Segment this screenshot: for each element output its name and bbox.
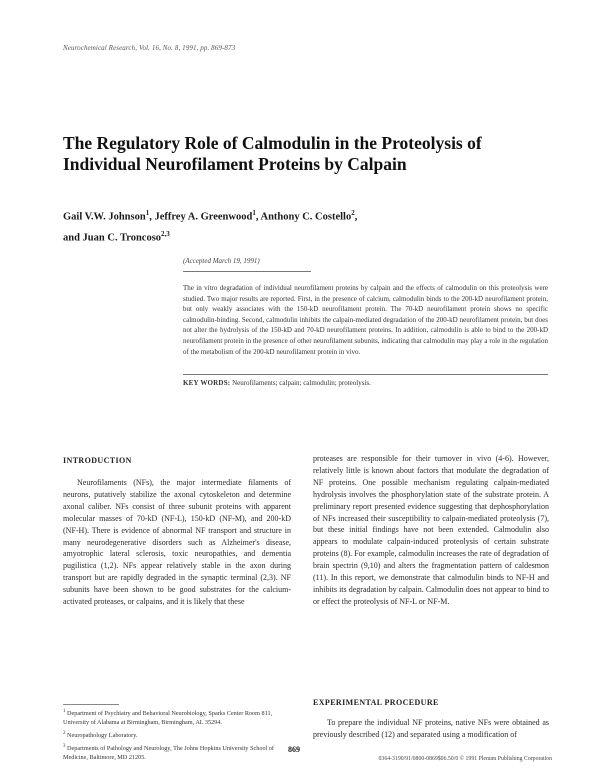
paragraph: To prepare the individual NF proteins, native NFs were obtained as previously described (12) and separated using a modification of: [313, 718, 549, 739]
keywords-text: Neurofilaments; calpain; calmodulin; proteolysis.: [232, 379, 371, 387]
experimental-column: [313, 717, 549, 741]
journal-citation: Neurochemical Research, Vol. 16, No. 8, 1991, pp. 869-873: [63, 44, 236, 52]
footnote-text: Department of Psychiatry and Behavioral Neurobiology, Sparks Center Room 811, University of Alabama at Birmingham, Birmingham, AL 35294.: [63, 710, 273, 727]
page-number: 869: [288, 745, 300, 754]
author-separator: ,: [354, 211, 358, 223]
right-column: [313, 453, 549, 608]
author-separator: ,: [255, 211, 261, 223]
author-affiliation-mark: 1: [252, 209, 256, 217]
keywords-label: KEY WORDS:: [183, 379, 231, 387]
author-affiliation-mark: 2,3: [161, 229, 170, 238]
author-affiliation-mark: 1: [145, 209, 150, 217]
paragraph: proteases are responsible for their turnover in vivo (4-6). However, relatively little is known about factors that modulate the degradation of NF proteins. One possible mechanism regulating calpain-mediated hydrolysis involves the phosphorylation state of the substrate protein. A preliminary report presented evidence suggesting that dephosphorylation of NFs increased their susceptibility to calpain-mediated proteolysis (7), but these initial findings have not been extended. Calmodulin also appears to modulate calpain-induced proteolysis of certain substrate proteins (8). For example, calmodulin increases the rate of degradation of brain spectrin (9,10) and alters the fragmentation pattern of caldesmon (11). In this report, we demonstrate that calmodulin binds to NF-H and inhibits its degradation by calpain. Calmodulin does not appear to bind to or effect the proteolysis of NF-L or NF-M.: [313, 454, 549, 606]
footnote-mark: 3: [63, 744, 66, 750]
author-affiliation-mark: 2: [351, 209, 355, 217]
footnote: [63, 729, 291, 740]
footnote: [63, 707, 291, 727]
abstract: The in vitro degradation of individual neurofilament proteins by calpain and the effects of calmodulin on this proteolysis were studied. Two major results are reported. First, in the presence of calcium, calmodulin binds to the 200-kD neurofilament protein, but only weakly associates with the 150-kD neurofilament protein. The 70-kD neurofilament protein shows no specific calmodulin-binding. Second, calmodulin inhibits the calpain-mediated degradation of the 200-kD neurofilament protein, but does not alter the hydrolysis of the 150-kD and 70-kD neurofilament proteins. In addition, calmodulin is able to bind to the 200-kD neurofilament protein in the presence of other neurofilament subunits, indicating that calmodulin may play a role in the regulation of the metabolism of the 200-kD neurofilament protein in vivo.: [183, 284, 548, 356]
footnotes: [63, 707, 291, 764]
divider: [183, 374, 548, 375]
paragraph: Neurofilaments (NFs), the major intermediate filaments of neurons, putatively stabilize the axonal cytoskeleton and determine axonal caliber. NFs consist of three subunit proteins with apparent molecular masses of 70-kD (NF-L), 150-kD (NF-M), and 200-kD (NF-H). There is evidence of abnormal NF transport and structure in many neurodegenerative disorders such as Alzheimer's disease, amyotrophic lateral sclerosis, toxic neuropathies, and dementia pugilistica (1,2). NFs appear relatively stable in the axon during transport but are rapidly degraded in the synaptic terminal (2,3). NF subunits have been shown to be good substrates for the calcium-activated proteases, or calpains, and it is likely that these: [63, 478, 291, 607]
author-name: Gail V.W. Johnson: [63, 211, 146, 223]
copyright-line: 0364-3190/91/0800-0869$06.50/0 © 1991 Plenum Publishing Corporation: [378, 756, 552, 762]
author-list: [63, 205, 533, 246]
section-heading-introduction: INTRODUCTION: [63, 456, 132, 465]
accepted-date: (Accepted March 19, 1991): [183, 257, 260, 265]
footnote-mark: 2: [63, 731, 66, 737]
author-line-1: [63, 205, 533, 226]
footnote-text: Neuropathology Laboratory.: [67, 732, 138, 740]
author-name: Anthony C. Costello: [260, 211, 352, 223]
section-heading-experimental: EXPERIMENTAL PROCEDURE: [313, 698, 439, 707]
footnote-divider: [63, 704, 119, 705]
keywords: [183, 379, 548, 387]
author-name: Jeffrey A. Greenwood: [154, 211, 253, 223]
author-name: and Juan C. Troncoso: [63, 232, 162, 243]
introduction-column: [63, 477, 291, 608]
author-separator: ,: [149, 211, 155, 223]
author-line-2: [63, 226, 533, 247]
footnote: [63, 742, 291, 762]
paper-title: The Regulatory Role of Calmodulin in the Proteolysis of Individual Neurofilament Proteins by Calpain: [63, 133, 482, 174]
footnote-text: Departments of Pathology and Neurology, The Johns Hopkins University School of Medicine, Baltimore, MD 21205.: [63, 745, 274, 762]
footnote-mark: 1: [63, 709, 66, 714]
divider: [183, 271, 311, 272]
